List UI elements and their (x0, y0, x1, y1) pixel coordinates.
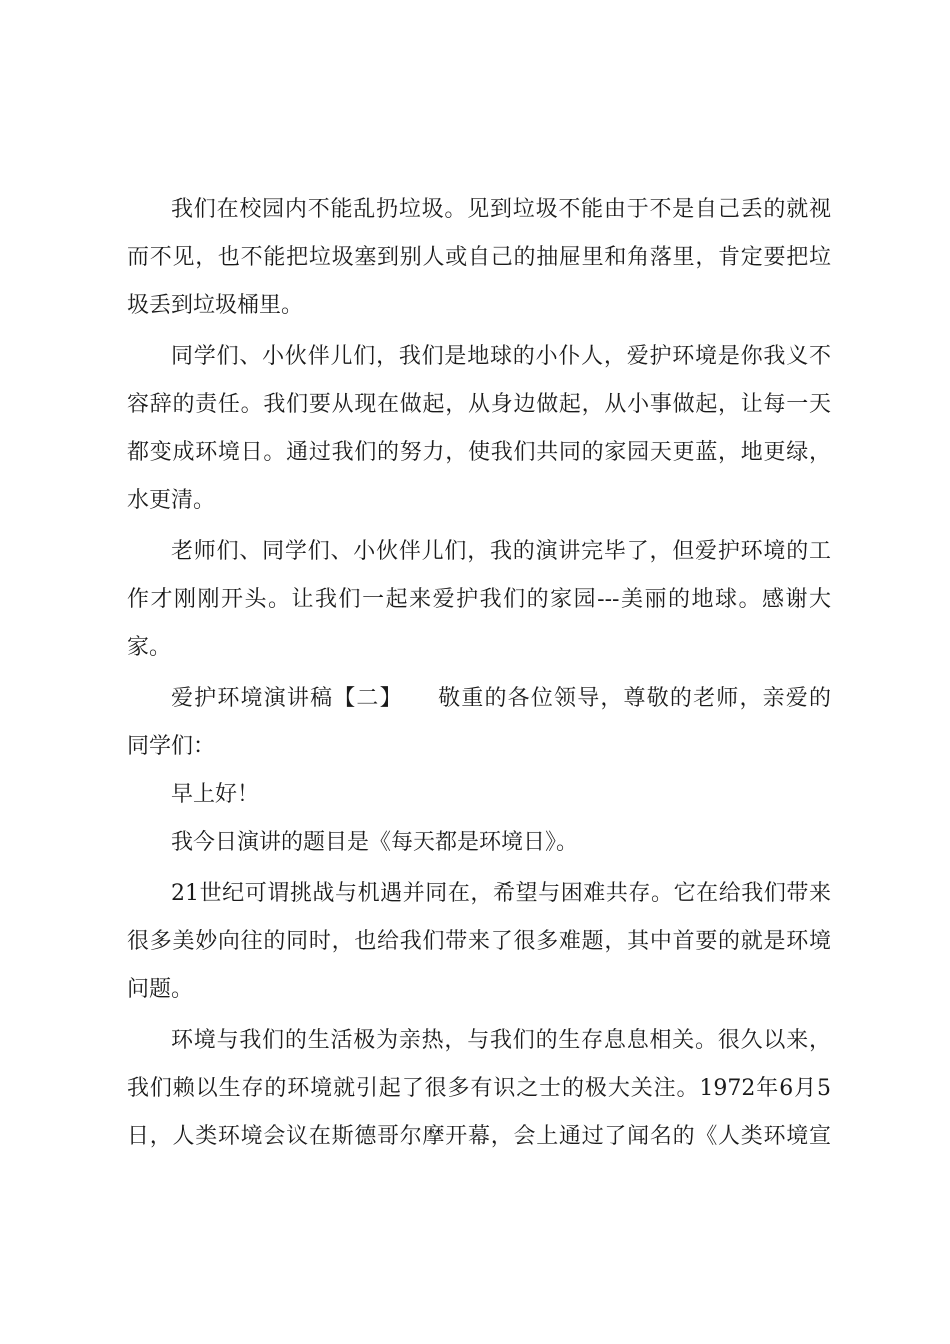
section-heading-paragraph (127, 675, 831, 771)
text-line: 同学们： (127, 734, 216, 759)
text-line: 圾丢到垃圾桶里。 (127, 293, 304, 318)
text-line: 容辞的责任。我们要从现在做起，从身边做起，从小事做起，让每一天 (127, 392, 831, 417)
paragraph (127, 186, 831, 330)
paragraph (127, 333, 831, 525)
paragraph (127, 870, 831, 1014)
text-line: 我今日演讲的题目是《每天都是环境日》。 (171, 830, 579, 855)
text-line: 早上好！ (171, 782, 260, 807)
document-body (127, 186, 831, 1161)
text-line: 家。 (127, 635, 172, 660)
paragraph (127, 528, 831, 672)
text-line: 水更清。 (127, 488, 216, 513)
paragraph (127, 819, 831, 867)
text-line: 环境与我们的生活极为亲热，与我们的生存息息相关。很久以来， (171, 1028, 831, 1053)
paragraph (127, 1017, 831, 1161)
text-line: 爱护环境演讲稿【二】 敬重的各位领导，尊敬的老师，亲爱的 (171, 686, 831, 711)
text-line: 同学们、小伙伴儿们，我们是地球的小仆人，爱护环境是你我义不 (171, 344, 831, 369)
text-line: 我们在校园内不能乱扔垃圾。见到垃圾不能由于不是自己丢的就视 (171, 197, 831, 222)
paragraph (127, 771, 831, 819)
text-line: 我们赖以生存的环境就引起了很多有识之士的极大关注。1972年6月5 (127, 1076, 831, 1101)
text-line: 21世纪可谓挑战与机遇并同在，希望与困难共存。它在给我们带来 (171, 881, 831, 906)
text-line: 日，人类环境会议在斯德哥尔摩开幕，会上通过了闻名的《人类环境宣 (127, 1124, 831, 1149)
text-line: 老师们、同学们、小伙伴儿们，我的演讲完毕了，但爱护环境的工 (171, 539, 831, 564)
text-line: 很多美妙向往的同时，也给我们带来了很多难题，其中首要的就是环境 (127, 929, 831, 954)
text-line: 问题。 (127, 977, 194, 1002)
text-line: 都变成环境日。通过我们的努力，使我们共同的家园天更蓝，地更绿， (127, 440, 831, 465)
text-line: 而不见，也不能把垃圾塞到别人或自己的抽屉里和角落里，肯定要把垃 (127, 245, 831, 270)
text-line: 作才刚刚开头。让我们一起来爱护我们的家园---美丽的地球。感谢大 (127, 587, 831, 612)
